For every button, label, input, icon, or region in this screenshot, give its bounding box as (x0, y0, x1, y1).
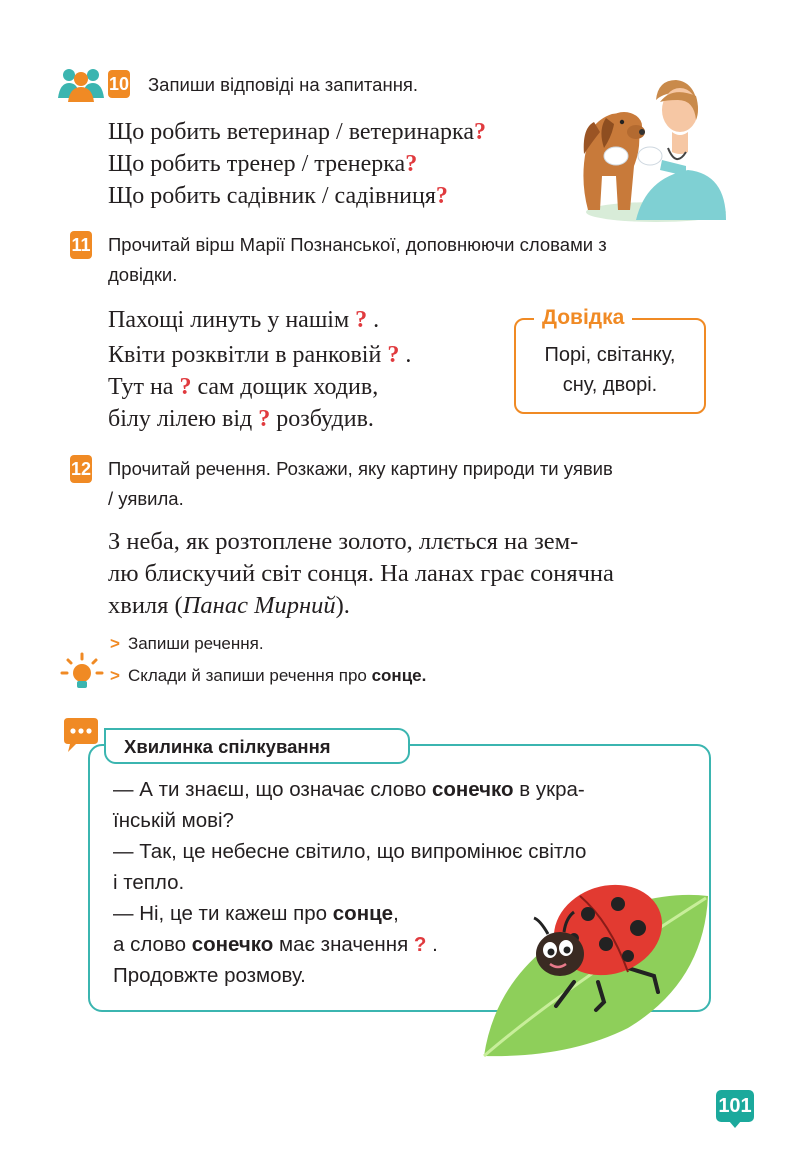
task-12-instruction-line2: / уявила. (108, 488, 184, 509)
dialog-line-6: а слово сонечко має значення ? . (113, 933, 438, 956)
hint-line-1: Порі, світанку, (544, 344, 676, 366)
question-1: Що робить ветеринар / ветеринарка? (108, 119, 486, 145)
bullet-1: > Запиши речення. (110, 634, 264, 653)
bullet-2: > Склади й запиши речення про сонце. (110, 666, 427, 685)
sentence-line-1: З неба, як розтоплене золото, ллється на зем- (108, 528, 579, 555)
task-10-instruction: Запиши відповіді на запитання. (148, 74, 419, 95)
poem-line-3: Тут на ? сам дощик ходив, (108, 374, 379, 400)
hint-line-2: сну, дворі. (562, 374, 658, 396)
group-work-icon (58, 66, 104, 102)
conversation-title: Хвилинка спілкування (124, 736, 331, 757)
poem-line-2: Квіти розквітли в ранковій ? . (108, 342, 412, 368)
dialog-line-5: — Ні, це ти кажеш про сонце, (113, 902, 399, 925)
speech-bubble-icon (60, 716, 102, 754)
ladybug-illustration (478, 872, 710, 1058)
task-number-10: 10 (108, 70, 130, 98)
task-11-instruction-line2: довідки. (108, 264, 178, 285)
poem-line-4: білу лілею від ? розбудив. (108, 406, 374, 432)
task-number-12: 12 (70, 455, 92, 483)
author-name: Панас Мирний (182, 592, 336, 619)
task-12-instruction-line1: Прочитай речення. Розкажи, яку картину природи ти уявив (108, 458, 613, 479)
dialog-line-4: і тепло. (113, 871, 185, 894)
veterinarian-illustration (576, 70, 726, 222)
sentence-line-3: хвиля (Панас Мирний). (108, 592, 350, 619)
sentence-line-2: лю блискучий світ сонця. На ланах грає сонячна (108, 560, 614, 587)
poem-line-1: Пахощі линуть у нашім ? . (108, 307, 380, 333)
dialog-line-2: їнській мові? (113, 809, 234, 832)
dialog-line-1: — А ти знаєш, що означає слово сонечко в укра- (113, 778, 585, 801)
page-number: 101 (716, 1090, 754, 1122)
task-11-instruction-line1: Прочитай вірш Марії Познанської, доповнюючи словами з (108, 234, 607, 255)
question-3: Що робить садівник / садівниця? (108, 183, 448, 209)
dialog-line-7: Продовжте розмову. (113, 964, 306, 987)
question-2: Що робить тренер / тренерка? (108, 151, 418, 177)
dialog-line-3: — Так, це небесне світило, що випромінює світло (113, 840, 587, 863)
hint-title: Довідка (534, 304, 632, 332)
task-number-11: 11 (70, 231, 92, 259)
lightbulb-icon (60, 652, 104, 692)
page-number-pointer (729, 1121, 741, 1128)
